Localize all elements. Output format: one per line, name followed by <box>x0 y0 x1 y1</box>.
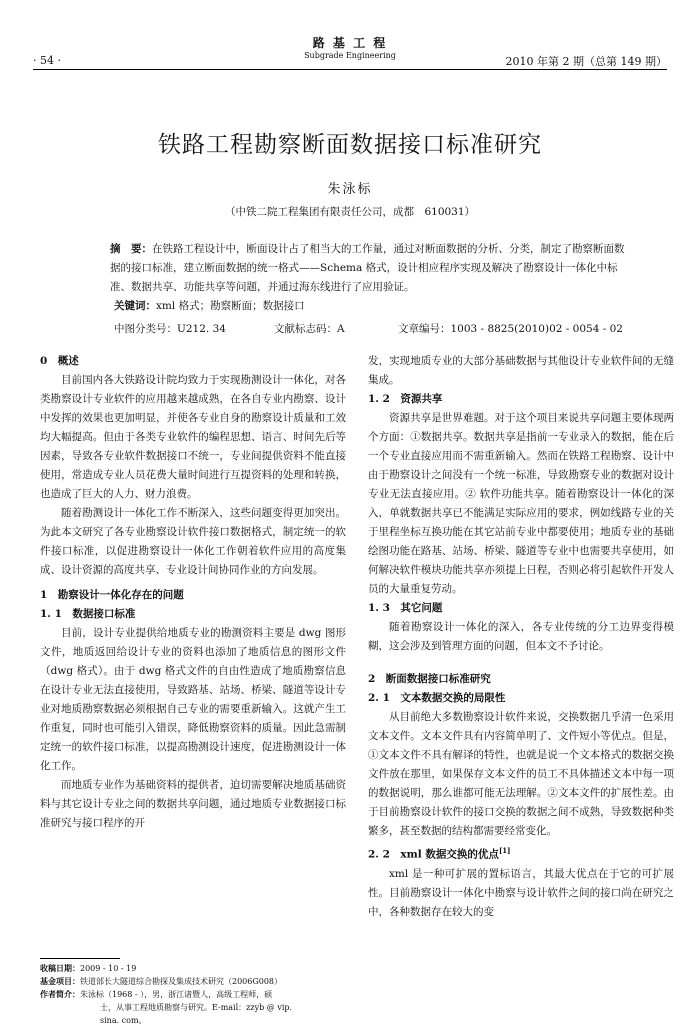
paragraph: 随着勘察设计一体化的深入，各专业传统的分工边界变得模糊，这会涉及到管理方面的问题，但本文不予讨论。 <box>368 621 674 652</box>
right-column <box>368 352 674 922</box>
paragraph: 发，实现地质专业的大部分基础数据与其他设计专业软件间的无缝集成。 <box>368 355 674 386</box>
left-column <box>40 352 346 833</box>
running-header <box>33 30 667 72</box>
header-rule <box>33 69 667 70</box>
abstract-text: 在铁路工程设计中，断面设计占了相当大的工作量，通过对断面数据的分析、分类，制定了勘察断面数据的接口标准，建立断面数据的统一格式——Schema 格式，设计相应程序实现及解决了勘察设计一体化中标准、数据共享、功能共享等问题，并通过海东线进行了应用验证。 <box>110 243 625 293</box>
author-bio: 作者简介：朱泳标（1968 - ），男，浙江诸暨人，高级工程师，硕 士，从事工程地质勘察与研究。E-mail：zzyb @ vip. sina. com。 <box>40 989 293 1025</box>
section-heading: 2 断面数据接口标准研究 <box>368 673 491 685</box>
footnotes <box>40 962 346 1027</box>
journal-name: 路 基 工 程 <box>312 36 388 50</box>
paragraph: 随着勘测设计一体化工作不断深入，这些问题变得更加突出。为此本文研究了各专业勘察设计软件接口数据格式，制定统一的软件接口标准，以促进勘察设计一体化工作朝着软件应用的高度集成、设计资源的高度共享、专业设计间协同作业的方向发展。 <box>40 507 346 576</box>
subsection-heading: 2. 1 文本数据交换的局限性 <box>368 692 506 704</box>
paragraph: 目前国内各大铁路设计院均致力于实现勘测设计一体化，对各类勘察设计专业软件的应用越来越成熟，在各自专业内勘察、设计中发挥的效果也更加明显，并使各专业自身的勘察设计质量和工效均大幅提高。但由于各类专业软件的编程思想、语言、时间先后等因素，导致各专业软件数据接口不统一，专业间提供资料不能直接使用，常造成专业人员花费大量时间进行互提资料的处理和转换，也造成了巨大的人力、财力浪费。 <box>40 374 346 500</box>
paragraph: xml 是一种可扩展的置标语言，其最大优点在于它的可扩展性。目前勘察设计一体化中勘察与设计软件之间的接口尚在研究之中，各种数据存在较大的变 <box>368 867 674 918</box>
affiliation: （中铁二院工程集团有限责任公司，成都 610031） <box>224 206 476 218</box>
keywords-label: 关键词： <box>114 300 156 312</box>
subsection-heading: 1. 3 其它问题 <box>368 602 443 614</box>
paragraph: 而地质专业作为基础资料的提供者，迫切需要解决地质基础资料与其它设计专业之间的数据共享问题，通过地质专业数据接口标准研究与接口程序的开 <box>40 779 346 829</box>
issue-info: 2010 年第 2 期（总第 149 期） <box>505 55 667 68</box>
article-number: 文章编号：1003 - 8825(2010)02 - 0054 - 02 <box>398 323 623 335</box>
paragraph: 从目前绝大多数勘察设计软件来说，交换数据几乎清一色采用文本文件。文本文件具有内容简单明了、文件短小等优点。但是，①文本文件不具有解译的特性，也就是说一个文本格式的数据交换文件放在那里，如果保存文本文件的员工不具体描述文本中每一项的数据说明，那么谁都可能无法理解。②文本文件的扩展性差。由于目前勘察设计软件的接口交换的数据之间不成熟，导致数据种类繁多，甚至数据的结构都需要经常变化。 <box>368 711 674 837</box>
paragraph: 目前，设计专业提供给地质专业的勘测资料主要是 dwg 图形文件，地质返回给设计专业的资料也添加了地质信息的图形文件（dwg 格式）。由于 dwg 格式文件的自由性造成了地质勘察信息在设计专业无法直接使用，导致路基、站场、桥梁、隧道等设计专业对地质勘察数据必须根据自己专业的需要重新输入。这就产生工作重复，同时也可能引入错误，降低勘察资料的质量。因此急需制定统一的软件接口标准，以提高勘测设计速度，促进勘测设计一体化工作。 <box>40 627 346 772</box>
page-number: · 54 · <box>33 54 61 67</box>
journal-name-en: Subgrade Engineering <box>304 51 396 60</box>
paragraph: 资源共享是世界难题。对于这个项目来说共享问题主要体现两个方面：①数据共享。数据共享是指前一专业录入的数据，能在后一个专业直接应用而不需重新输入。然而在铁路工程勘察、设计中由于勘察设计之间没有一个统一标准，导致勘察专业的数据对设计专业无法直接应用。② 软件功能共享。随着勘察设计一体化的深入，单就数据共享已不能满足实际应用的要求，例如线路专业的关于里程坐标互换功能在其它站前专业中都要使用；地质专业的基础绘图功能在路基、站场、桥梁、隧道等专业中也需要共享使用，如何解决软件模块功能共享亦须提上日程，否则必将引起软件开发人员的大量重复劳动。 <box>368 412 674 595</box>
citation-ref: [1] <box>498 846 511 855</box>
footnote-rule <box>40 958 120 959</box>
abstract-label: 摘 要： <box>110 243 152 255</box>
abstract <box>110 240 630 297</box>
received-date: 收稿日期：2009 - 10 - 19 <box>40 963 137 973</box>
fund-info: 基金项目：铁道部长大隧道综合勘探及集成技术研究（2006G008） <box>40 976 283 986</box>
paper-title: 铁路工程勘察断面数据接口标准研究 <box>158 132 542 158</box>
subsection-heading: 1. 1 数据接口标准 <box>40 608 136 620</box>
section-heading: 0 概述 <box>40 355 79 367</box>
document-code: 文献标志码：A <box>274 323 345 335</box>
keywords <box>114 298 305 313</box>
subsection-heading: 1. 2 资源共享 <box>368 393 443 405</box>
keywords-text: xml 格式；勘察断面；数据接口 <box>156 300 305 312</box>
clc-number: 中图分类号：U212. 34 <box>114 323 226 335</box>
subsection-title: 2. 2 xml 数据交换的优点 <box>368 848 499 861</box>
subsection-heading <box>368 841 674 865</box>
section-heading: 1 勘察设计一体化存在的问题 <box>40 589 184 601</box>
author-name: 朱泳标 <box>327 182 373 197</box>
